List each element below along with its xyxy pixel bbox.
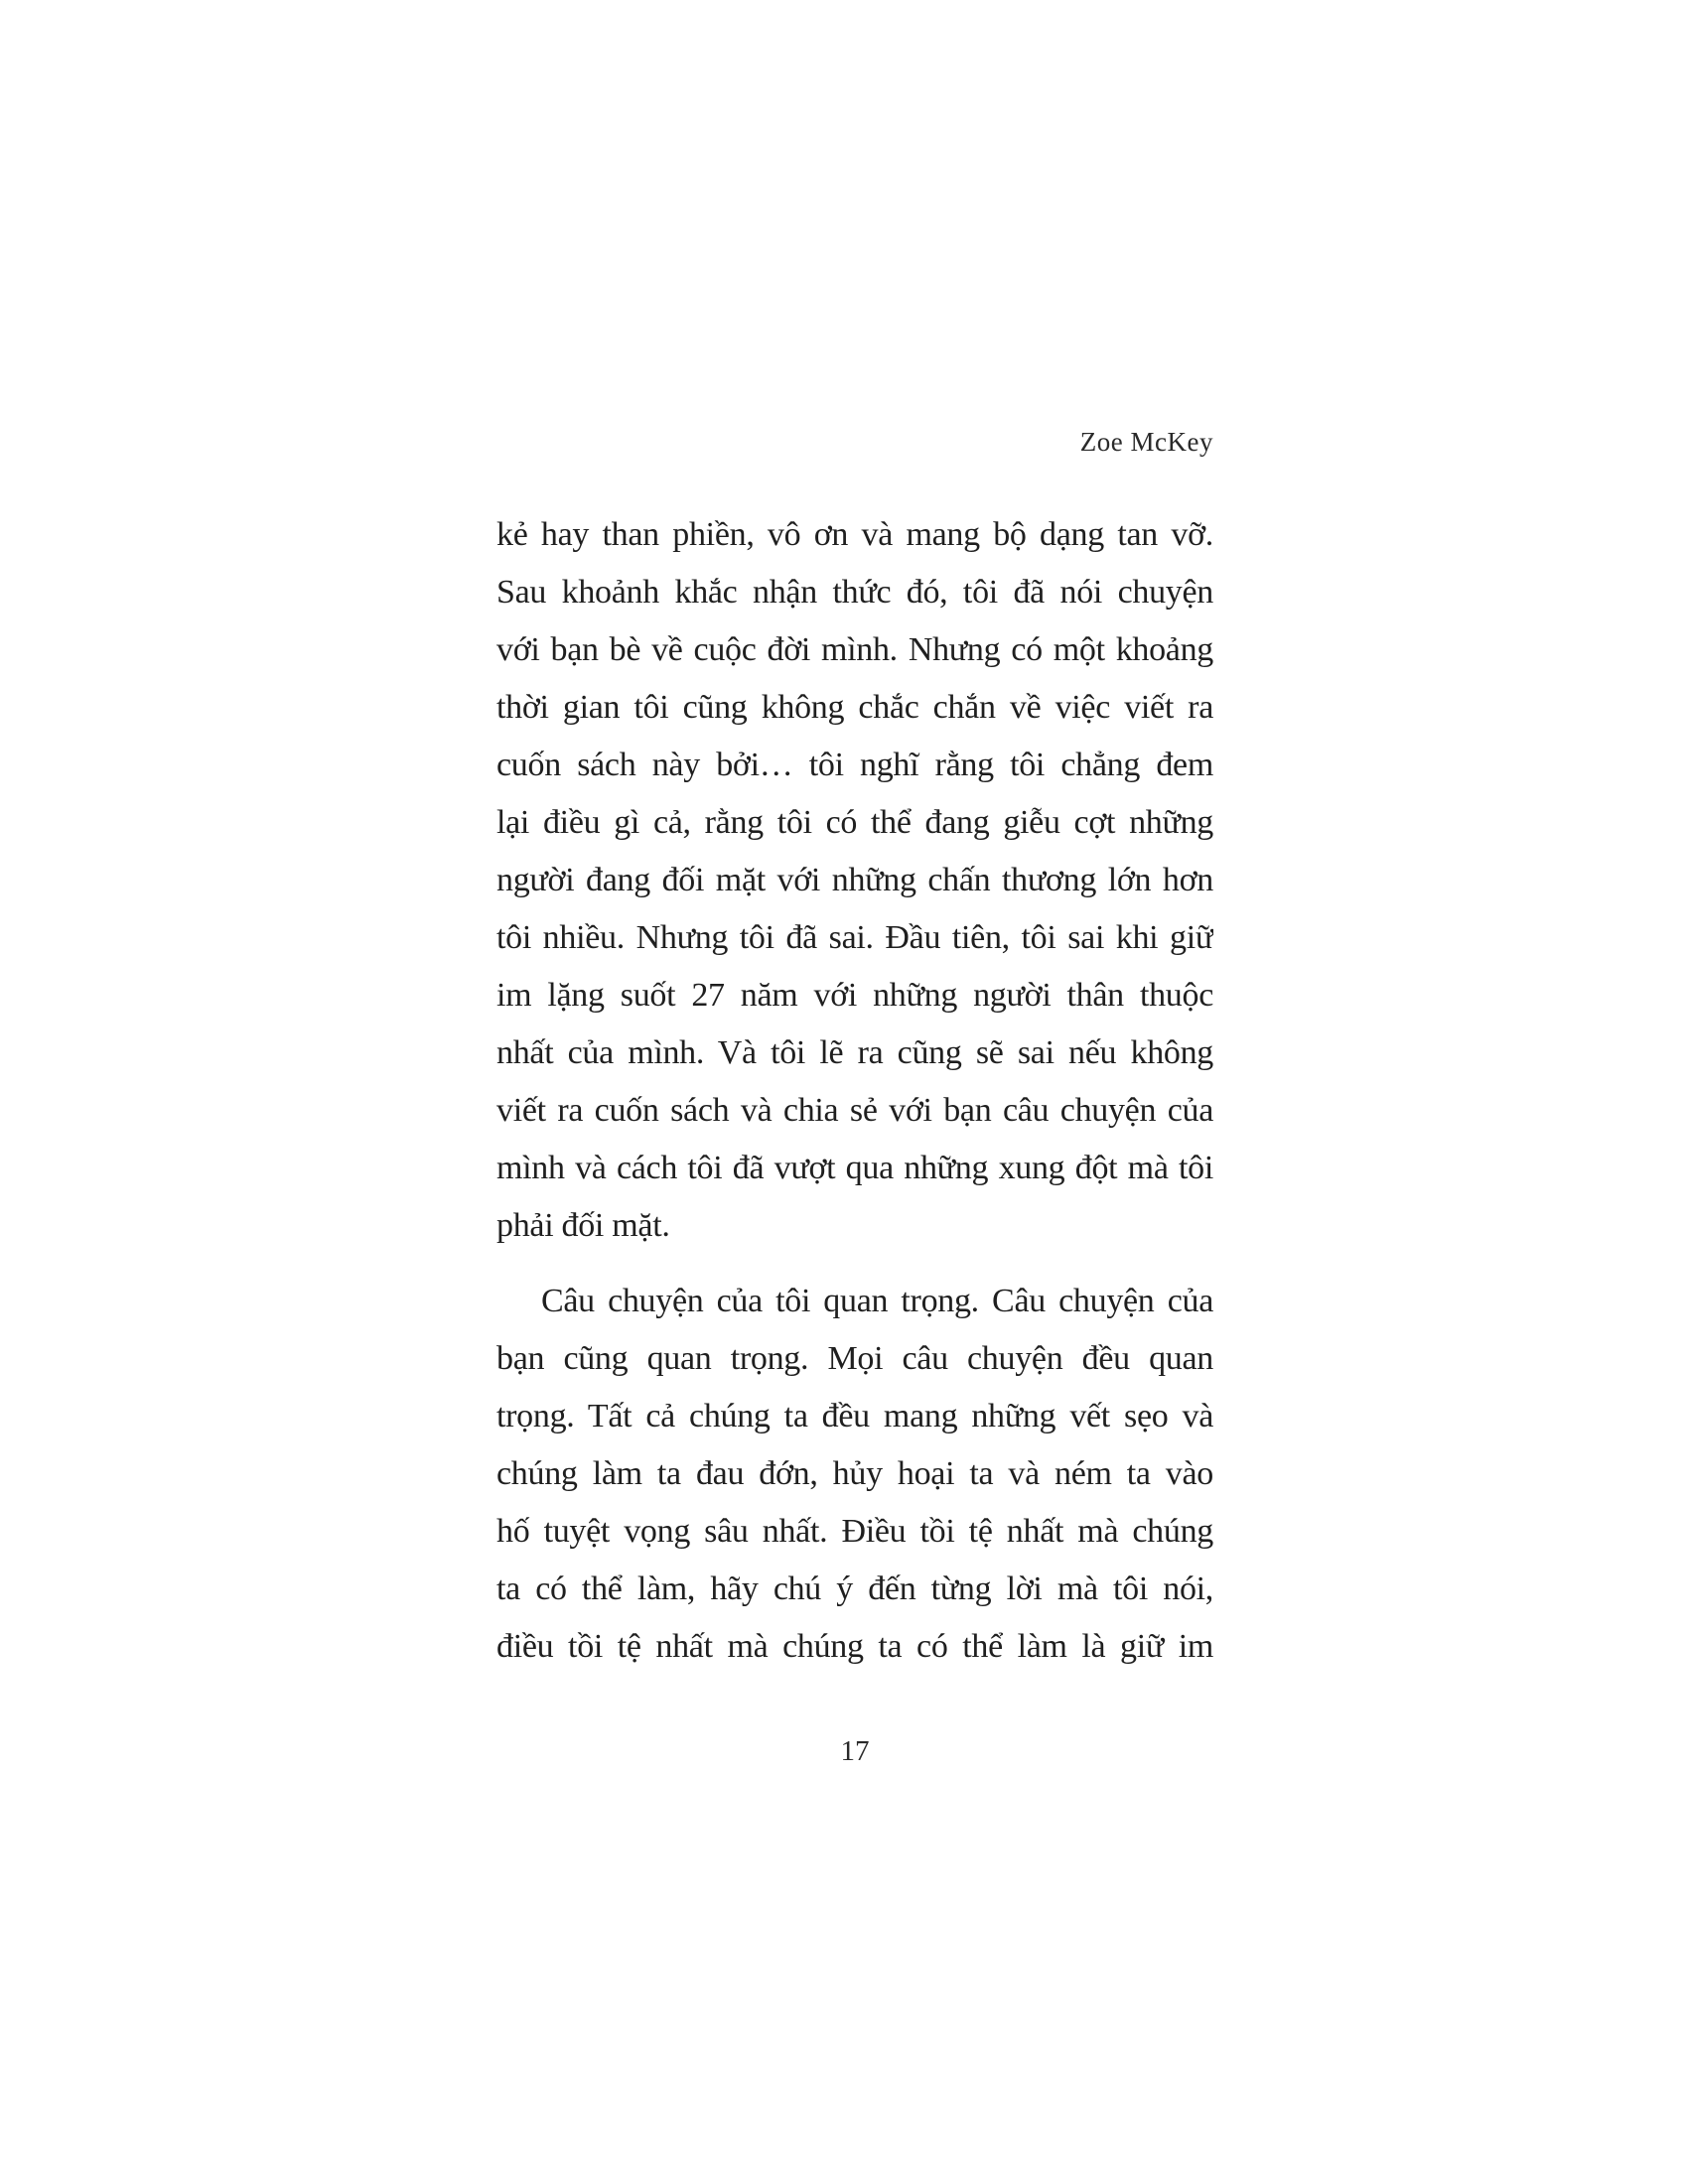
text-line: mình và cách tôi đã vượt qua những xung đột mà tôi	[496, 1150, 1213, 1186]
body-text	[496, 506, 1213, 1676]
text-line: chúng làm ta đau đớn, hủy hoại ta và ném ta vào	[496, 1455, 1213, 1492]
text-line: trọng. Tất cả chúng ta đều mang những vết sẹo và	[496, 1398, 1213, 1434]
running-header-author: Zoe McKey	[1079, 427, 1213, 457]
text-line: im lặng suốt 27 năm với những người thân thuộc	[496, 977, 1213, 1014]
text-line: nhất của mình. Và tôi lẽ ra cũng sẽ sai nếu không	[496, 1034, 1213, 1071]
text-line: thời gian tôi cũng không chắc chắn về việc viết ra	[496, 689, 1213, 726]
text-line: người đang đối mặt với những chấn thương lớn hơn	[496, 862, 1213, 898]
text-line: tôi nhiều. Nhưng tôi đã sai. Đầu tiên, tôi sai khi giữ	[496, 919, 1213, 956]
text-line: với bạn bè về cuộc đời mình. Nhưng có một khoảng	[496, 631, 1213, 668]
text-line: lại điều gì cả, rằng tôi có thể đang giễu cợt những	[496, 804, 1213, 841]
paragraph	[496, 506, 1213, 1255]
text-line: điều tồi tệ nhất mà chúng ta có thể làm là giữ im	[496, 1628, 1213, 1665]
text-line: phải đối mặt.	[496, 1207, 670, 1244]
text-line: kẻ hay than phiền, vô ơn và mang bộ dạng tan vỡ.	[496, 516, 1213, 553]
text-line: Câu chuyện của tôi quan trọng. Câu chuyện của	[541, 1283, 1213, 1319]
text-line: viết ra cuốn sách và chia sẻ với bạn câu chuyện của	[496, 1092, 1213, 1129]
text-line: ta có thể làm, hãy chú ý đến từng lời mà tôi nói,	[496, 1570, 1213, 1607]
text-line: bạn cũng quan trọng. Mọi câu chuyện đều quan	[496, 1340, 1213, 1377]
text-line: cuốn sách này bởi… tôi nghĩ rằng tôi chẳng đem	[496, 747, 1213, 783]
paragraph	[496, 1273, 1213, 1676]
text-line: hố tuyệt vọng sâu nhất. Điều tồi tệ nhất mà chúng	[496, 1513, 1213, 1550]
text-line: Sau khoảnh khắc nhận thức đó, tôi đã nói chuyện	[496, 574, 1213, 611]
page-number: 17	[840, 1735, 870, 1767]
